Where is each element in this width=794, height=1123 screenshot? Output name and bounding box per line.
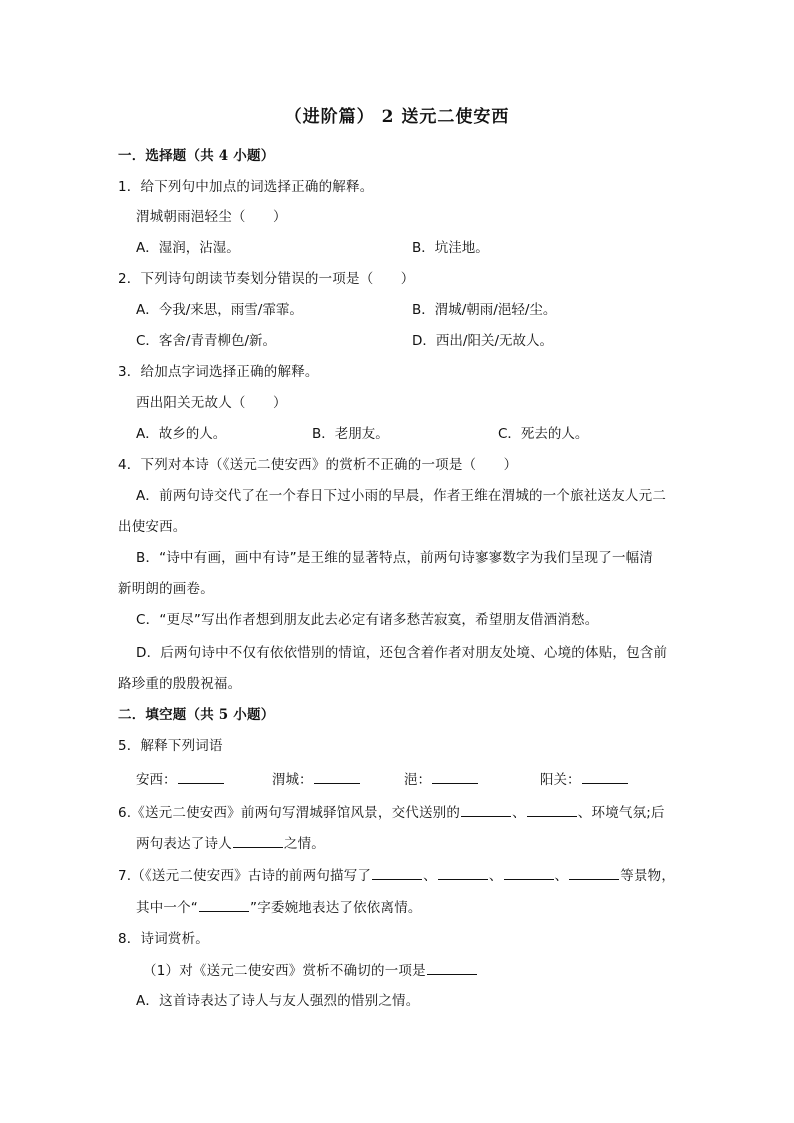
question-4-option-c: C．“更尽”写出作者想到朋友此去必定有诸多愁苦寂寞，希望朋友借酒消愁。 <box>136 612 599 628</box>
question-8-option-a: A．这首诗表达了诗人与友人强烈的惜别之情。 <box>136 993 420 1009</box>
question-2-option-c: C．客舍/青青柳色/新。 <box>136 333 277 349</box>
term-label: 渭城： <box>272 772 313 788</box>
question-6-text: 、环境气氛;后 <box>577 805 665 821</box>
question-3-option-c: C．死去的人。 <box>498 426 589 442</box>
question-6-line1 <box>118 802 665 823</box>
separator: 、 <box>488 868 503 884</box>
question-5-term-yi <box>404 769 479 790</box>
question-6-line2 <box>136 833 325 854</box>
question-6-text: 之情。 <box>283 836 326 852</box>
question-2-option-d: D．西出/阳关/无故人。 <box>412 333 553 349</box>
question-4-stem: 4．下列对本诗（《送元二使安西》的赏析不正确的一项是（ ） <box>118 457 518 473</box>
question-1-sentence: 渭城朝雨浥轻尘（ ） <box>136 209 287 225</box>
question-1-stem: 1．给下列句中加点的词选择正确的解释。 <box>118 179 374 195</box>
question-6-text: 6.《送元二使安西》前两句写渭城驿馆风景，交代送别的 <box>118 805 461 821</box>
question-5-term-anxi <box>136 769 225 790</box>
question-1-option-b: B．坑洼地。 <box>412 240 489 256</box>
question-5-stem: 5．解释下列词语 <box>118 738 223 754</box>
question-3-option-a: A．故乡的人。 <box>136 426 227 442</box>
question-8-stem: 8．诗词赏析。 <box>118 931 209 947</box>
question-8-sub-1 <box>143 960 478 981</box>
answer-blank[interactable] <box>314 769 360 784</box>
question-5-term-yangguan <box>540 769 629 790</box>
question-7-line1 <box>118 865 675 886</box>
answer-blank[interactable] <box>569 865 619 880</box>
answer-blank[interactable] <box>461 802 511 817</box>
question-5-term-weicheng <box>272 769 361 790</box>
question-4-option-d-line2: 路珍重的殷殷祝福。 <box>118 676 242 692</box>
question-2-stem: 2．下列诗句朗读节奏划分错误的一项是（ ） <box>118 271 415 287</box>
answer-blank[interactable] <box>582 769 628 784</box>
question-6-text: 两句表达了诗人 <box>136 836 232 852</box>
question-1-option-a: A．湿润，沾湿。 <box>136 240 240 256</box>
separator: 、 <box>423 868 437 884</box>
answer-blank[interactable] <box>178 769 224 784</box>
question-7-text: 等景物， <box>620 868 676 884</box>
question-8-text: （1）对《送元二使安西》赏析不确切的一项是 <box>143 963 426 979</box>
term-label: 阳关： <box>540 772 581 788</box>
question-4-option-a-line1: A．前两句诗交代了在一个春日下过小雨的早晨，作者王维在渭城的一个旅社送友人元二 <box>136 488 667 504</box>
answer-blank[interactable] <box>199 897 249 912</box>
page-title: （进阶篇） 2 送元二使安西 <box>284 107 510 127</box>
question-4-option-d-line1: D．后两句诗中不仅有依依惜别的情谊，还包含着作者对朋友处境、心境的体贴，包含前 <box>136 645 668 661</box>
question-3-sentence: 西出阳关无故人（ ） <box>136 395 287 411</box>
answer-blank[interactable] <box>527 802 577 817</box>
question-4-option-b-line1: B．“诗中有画，画中有诗”是王维的显著特点，前两句诗寥寥数字为我们呈现了一幅清 <box>136 550 654 566</box>
answer-blank[interactable] <box>504 865 554 880</box>
question-7-text: 7.（《送元二使安西》古诗的前两句描写了 <box>118 868 372 884</box>
question-2-option-a: A．今我/来思，雨雪/霏霏。 <box>136 302 303 318</box>
term-label: 浥： <box>404 772 431 788</box>
question-7-line2 <box>136 897 422 918</box>
answer-blank[interactable] <box>438 865 488 880</box>
question-3-option-b: B．老朋友。 <box>312 426 389 442</box>
section-heading-fill: 二．填空题（共 5 小题） <box>118 707 275 723</box>
question-4-option-b-line2: 新明朗的画卷。 <box>118 581 214 597</box>
question-4-option-a-line2: 出使安西。 <box>118 519 187 535</box>
answer-blank[interactable] <box>432 769 478 784</box>
separator: 、 <box>554 868 569 884</box>
question-7-text: 其中一个“ <box>136 900 198 916</box>
question-7-text: ”字委婉地表达了依依离情。 <box>250 900 422 916</box>
answer-blank[interactable] <box>427 960 477 975</box>
section-heading-choice: 一．选择题（共 4 小题） <box>118 148 275 164</box>
term-label: 安西： <box>136 772 177 788</box>
separator: 、 <box>512 805 526 821</box>
question-2-option-b: B．渭城/朝雨/浥轻/尘。 <box>412 302 557 318</box>
answer-blank[interactable] <box>372 865 422 880</box>
answer-blank[interactable] <box>233 833 283 848</box>
question-3-stem: 3．给加点字词选择正确的解释。 <box>118 364 319 380</box>
